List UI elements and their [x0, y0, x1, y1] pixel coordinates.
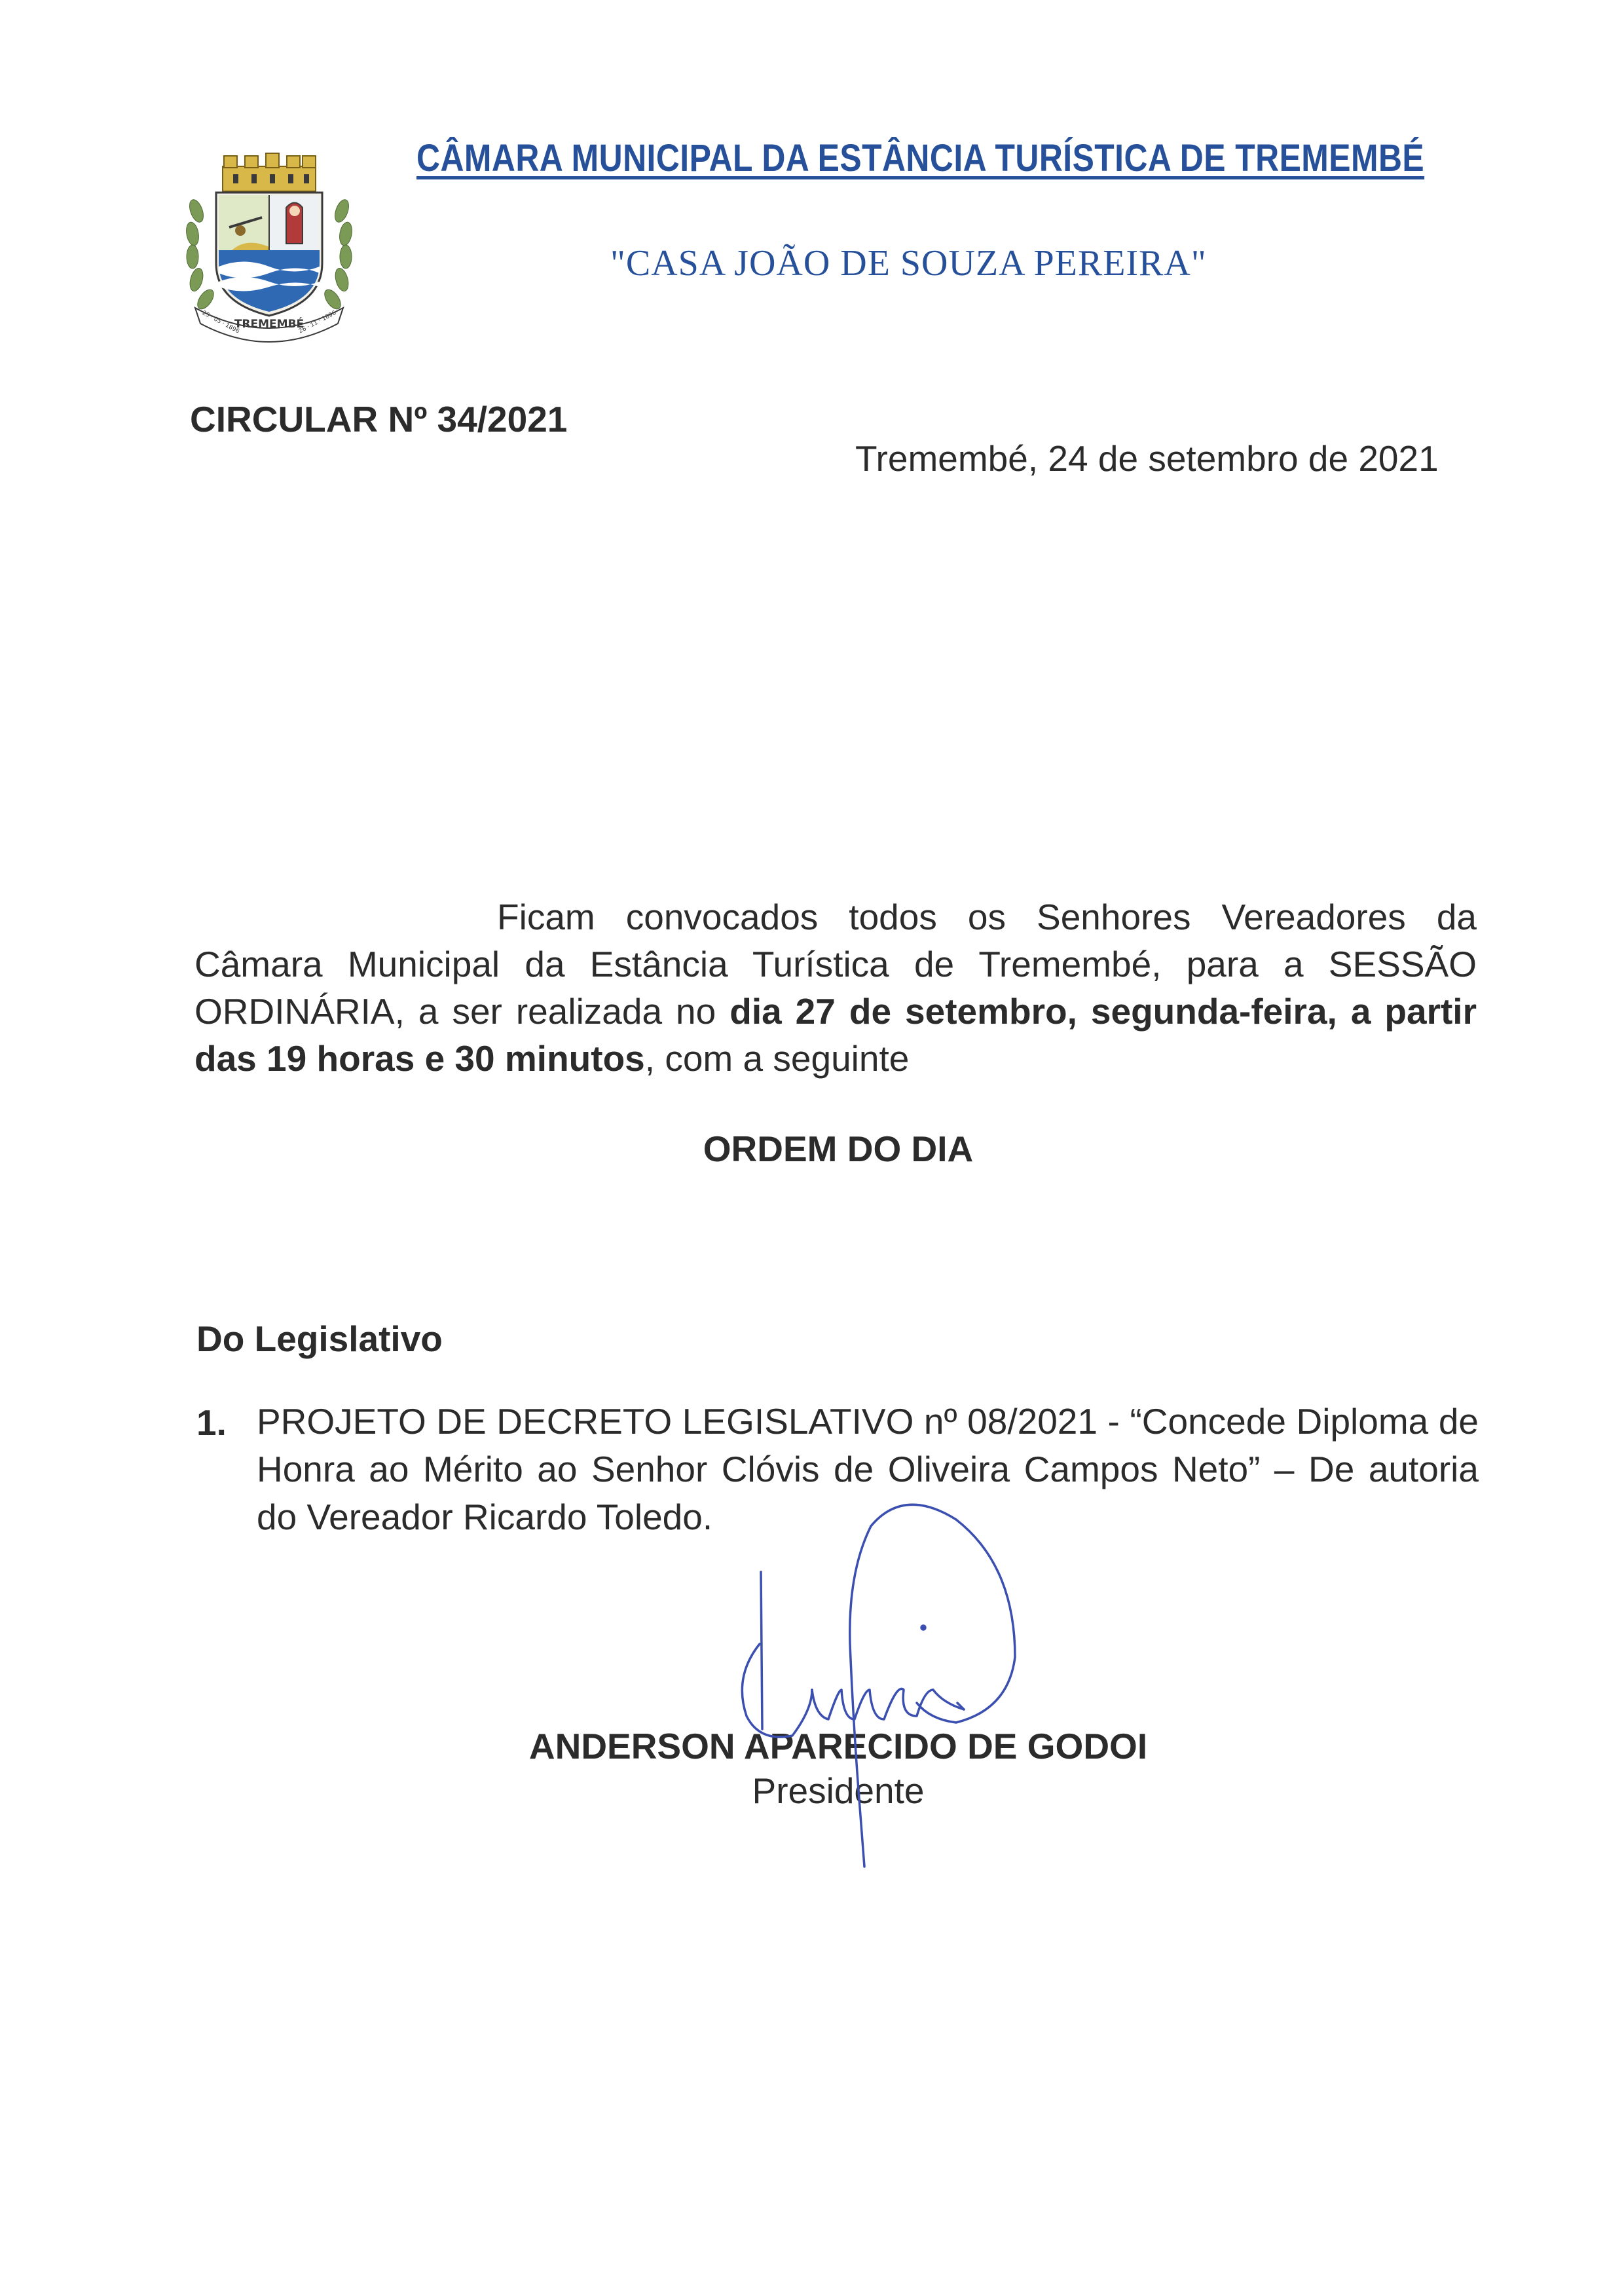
section-heading: Do Legislativo [196, 1318, 443, 1359]
signatory-name-text: ANDERSON APARECIDO DE GODOI [528, 1726, 1148, 1766]
crest-name-text: TREMEMBÉ [234, 318, 304, 331]
paragraph-text-part2: , com a seguinte [644, 1038, 910, 1079]
handwritten-signature [707, 1493, 1074, 1873]
agenda-heading: ORDEM DO DIA [703, 1129, 974, 1169]
agenda-item-number: 1. [196, 1402, 227, 1443]
agenda-item-text: PROJETO DE DECRETO LEGISLATIVO nº 08/2021 - “Concede Diploma de Honra ao Mérito ao Senhor Clóvis de Oliveira Campos Neto” – De autoria do Vereador Ricardo Toledo. [257, 1401, 1479, 1537]
chamber-subtitle: "CASA JOÃO DE SOUZA PEREIRA" [610, 243, 1207, 284]
paragraph-text-part1: Ficam convocados todos os Senhores Vereadores da Câmara Municipal da Estância Turística de Tremembé, para a SESSÃO ORDINÁRIA, a ser realizada no [194, 897, 1477, 1032]
crest-date-right: 26 · 11 · 1896 [297, 310, 338, 335]
convocation-paragraph [194, 893, 1477, 1082]
signatory-role-text: Presidente [752, 1770, 925, 1811]
circular-number: CIRCULAR Nº 34/2021 [190, 399, 568, 439]
crest-date-left: 25 · 05 · 1896 [200, 310, 241, 335]
paragraph-session-datetime: dia 27 de setembro, segunda-feira, a partir das 19 horas e 30 minutos [194, 991, 1477, 1079]
place-and-date: Tremembé, 24 de setembro de 2021 [855, 438, 1439, 479]
municipal-crest-logo [178, 152, 360, 348]
chamber-title: CÂMARA MUNICIPAL DA ESTÂNCIA TURÍSTICA DE TREMEMBÉ [416, 137, 1425, 179]
